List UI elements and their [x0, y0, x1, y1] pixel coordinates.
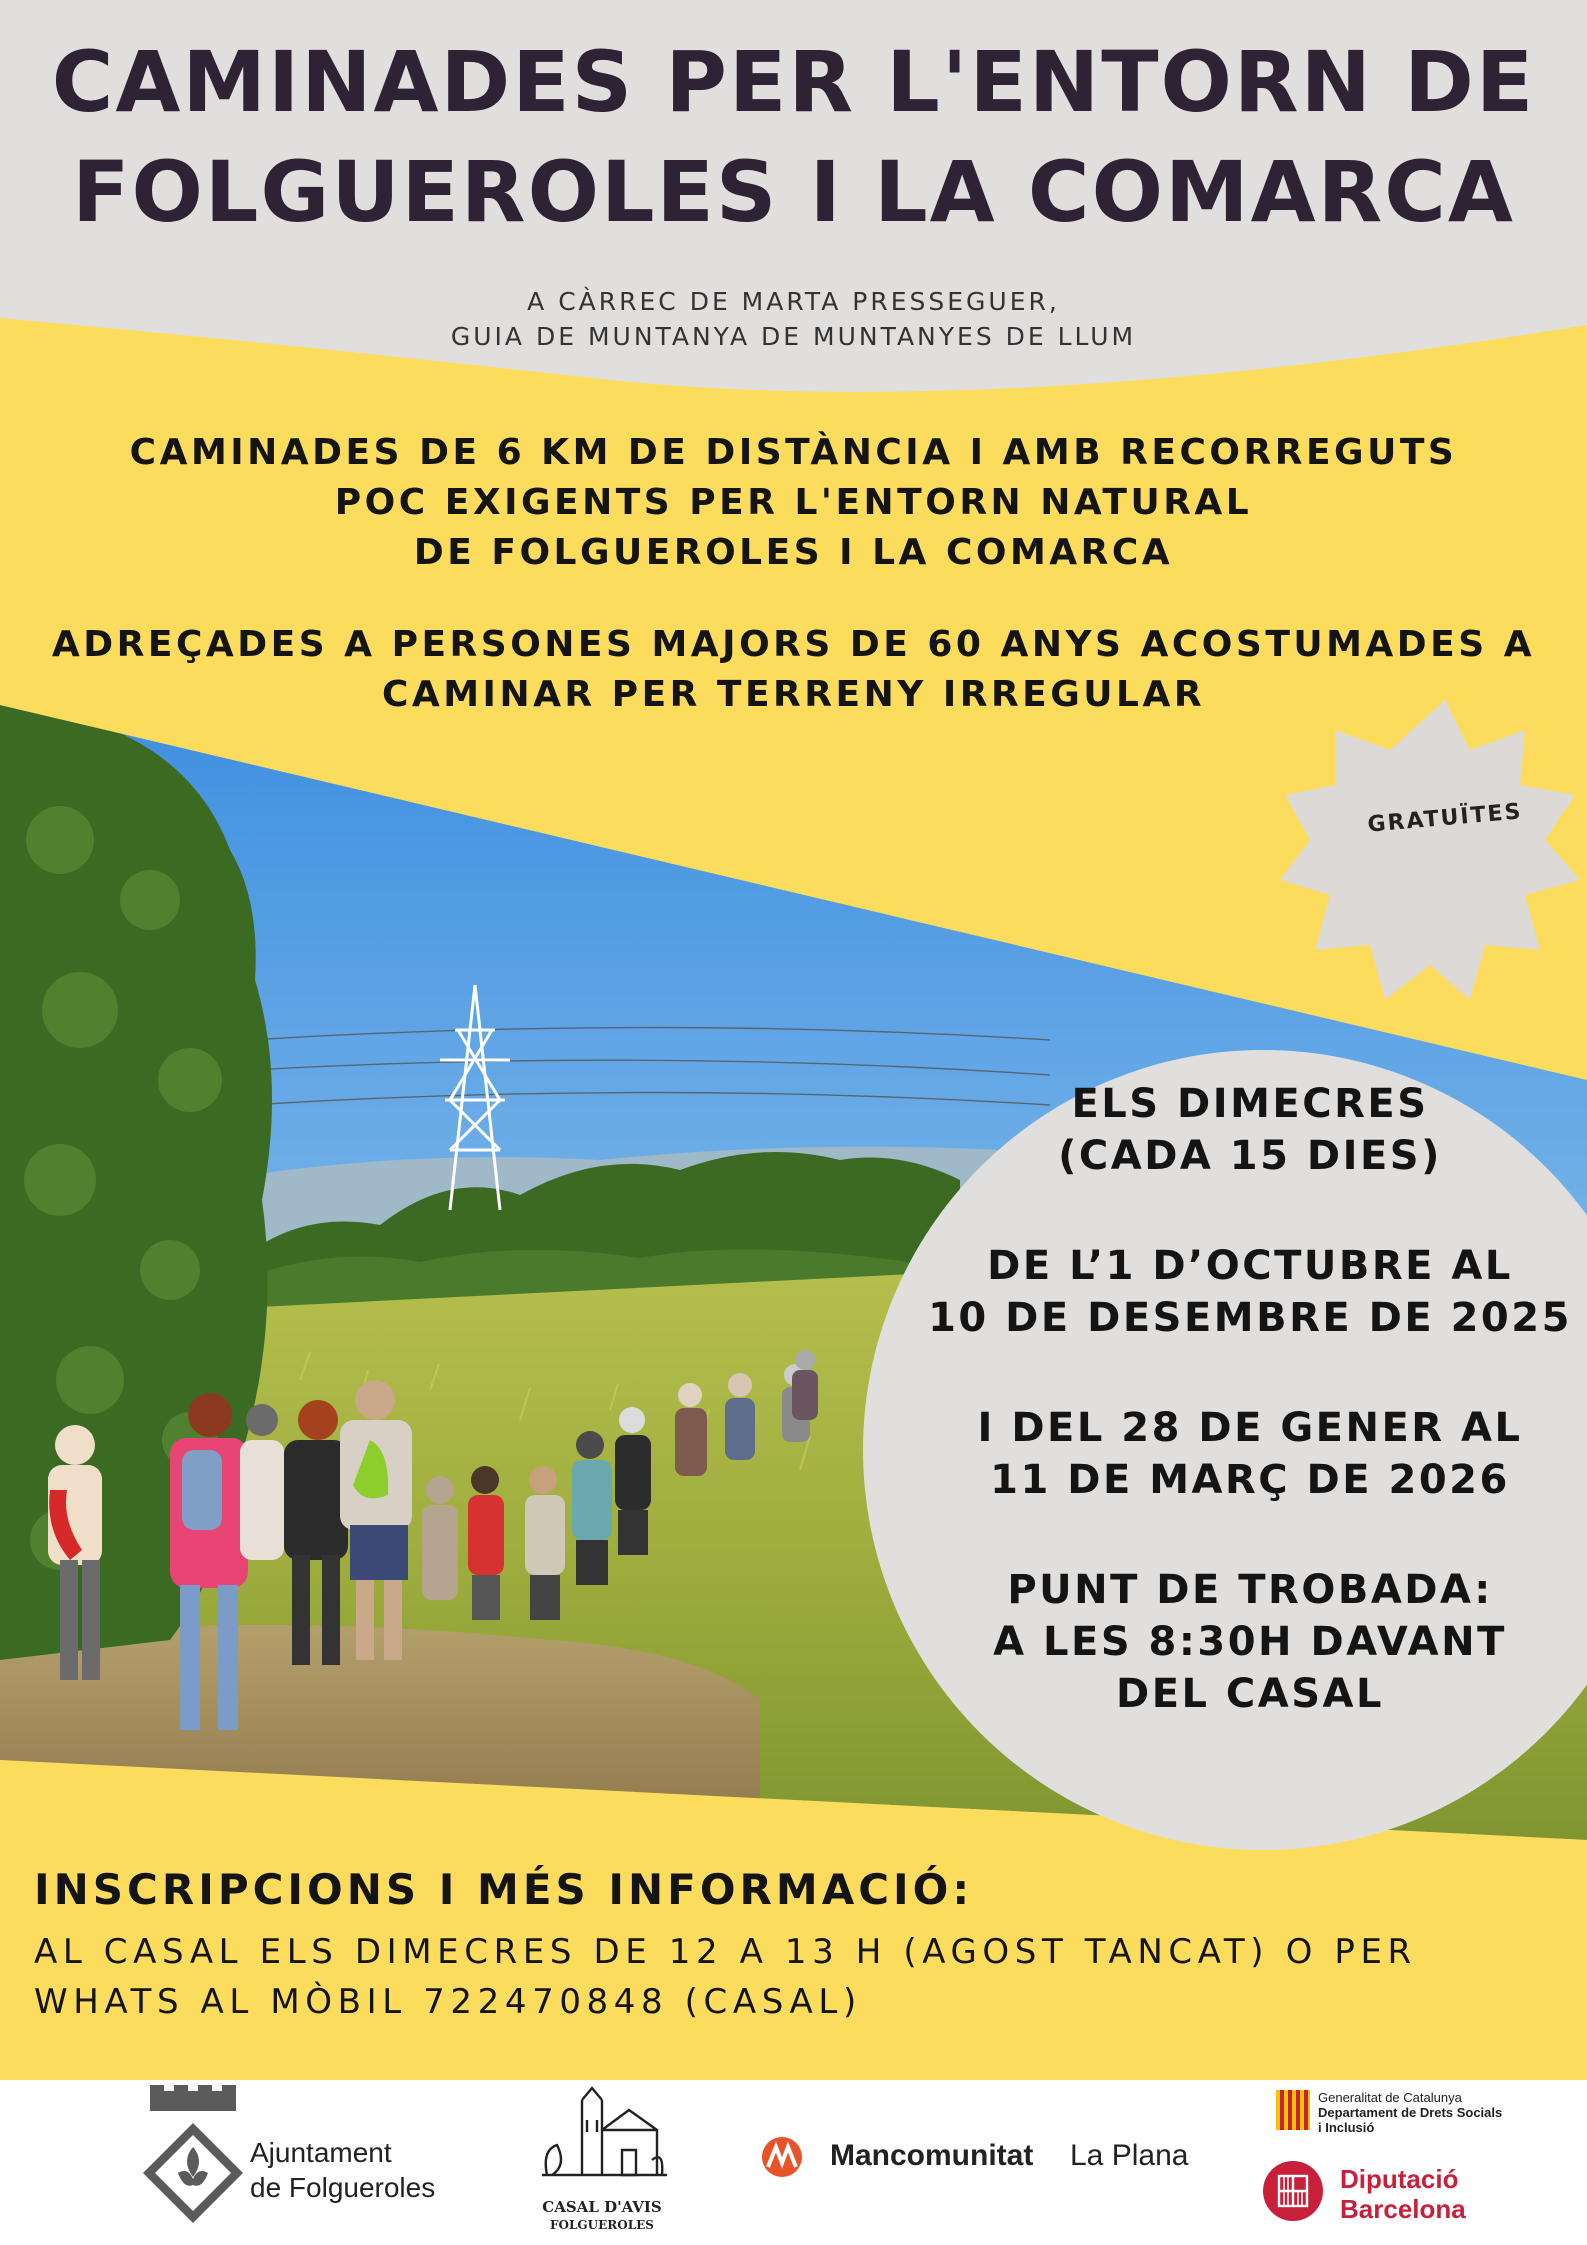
description-2-line-1: ADREÇADES A PERSONES MAJORS DE 60 ANYS ACOSTUMADES A [51, 624, 1536, 665]
ajuntament-crest-icon [138, 2085, 248, 2225]
info-line-1: AL CASAL ELS DIMECRES DE 12 A 13 H (AGOST TANCAT) O PER [34, 1932, 1417, 1972]
schedule-period-2-line-2: 11 DE MARÇ DE 2026 [990, 1457, 1510, 1503]
generalitat-label-line-1: Generalitat de Catalunya [1318, 2090, 1462, 2105]
diputacio-label-line-1: Diputació [1340, 2164, 1459, 2194]
generalitat-label-line-3: i Inclusió [1318, 2120, 1375, 2135]
schedule-when-line-2: (CADA 15 DIES) [1058, 1133, 1442, 1179]
logo-generalitat [1276, 2090, 1576, 2150]
description-1-line-3: DE FOLGUEROLES I LA COMARCA [413, 532, 1174, 573]
logo-casal-avis [532, 2080, 672, 2240]
description-1-line-1: CAMINADES DE 6 KM DE DISTÀNCIA I AMB RECORREGUTS [129, 432, 1458, 473]
diputacio-label-line-2: Barcelona [1340, 2194, 1466, 2224]
schedule-period-1-line-1: DE L’1 D’OCTUBRE AL [987, 1243, 1513, 1289]
mancomunitat-icon [760, 2135, 804, 2179]
schedule-period-1-line-2: 10 DE DESEMBRE DE 2025 [928, 1295, 1572, 1341]
logo-mancomunitat-la-plana [760, 2135, 1200, 2185]
subtitle-line-2: GUIA DE MUNTANYA DE MUNTANYES DE LLUM [450, 322, 1137, 351]
schedule-period-2-line-1: I DEL 28 DE GENER AL [977, 1405, 1523, 1451]
title-line-1: CAMINADES PER L'ENTORN DE [51, 33, 1536, 131]
meeting-point-line-1: PUNT DE TROBADA: [1007, 1567, 1493, 1613]
description-1-line-2: POC EXIGENTS PER L'ENTORN NATURAL [334, 482, 1253, 523]
info-line-2: WHATS AL MÒBIL 722470848 (CASAL) [34, 1982, 862, 2022]
meeting-point-line-3: DEL CASAL [1115, 1671, 1384, 1717]
schedule-when-line-1: ELS DIMECRES [1071, 1081, 1429, 1127]
meeting-point-line-2: A LES 8:30H DAVANT [993, 1619, 1507, 1665]
chapel-drawing-icon [532, 2080, 672, 2200]
description-2-line-2: CAMINAR PER TERRENY IRREGULAR [381, 674, 1206, 715]
info-heading: INSCRIPCIONS I MÉS INFORMACIÓ: [34, 1865, 974, 1914]
logo-ajuntament-folgueroles [138, 2085, 448, 2225]
ajuntament-label-line-2: de Folgueroles [250, 2172, 436, 2203]
logo-diputacio-barcelona [1262, 2160, 1562, 2230]
title-line-2: FOLGUEROLES I LA COMARCA [72, 143, 1515, 241]
casal-label-line-1: CASAL D'AVIS [542, 2198, 662, 2216]
senyera-icon [1276, 2090, 1310, 2130]
generalitat-label-line-2: Departament de Drets Socials [1318, 2105, 1503, 2120]
ajuntament-label-line-1: Ajuntament [250, 2137, 392, 2168]
gratuites-badge: GRATUÏTES [1366, 799, 1524, 838]
mancomunitat-label-bold: Mancomunitat [830, 2139, 1034, 2172]
diputacio-seal-icon [1262, 2160, 1324, 2222]
casal-label-line-2: FOLGUEROLES [550, 2218, 654, 2232]
subtitle-line-1: A CÀRREC DE MARTA PRESSEGUER, [527, 287, 1060, 316]
mancomunitat-label-light: La Plana [1070, 2139, 1189, 2172]
